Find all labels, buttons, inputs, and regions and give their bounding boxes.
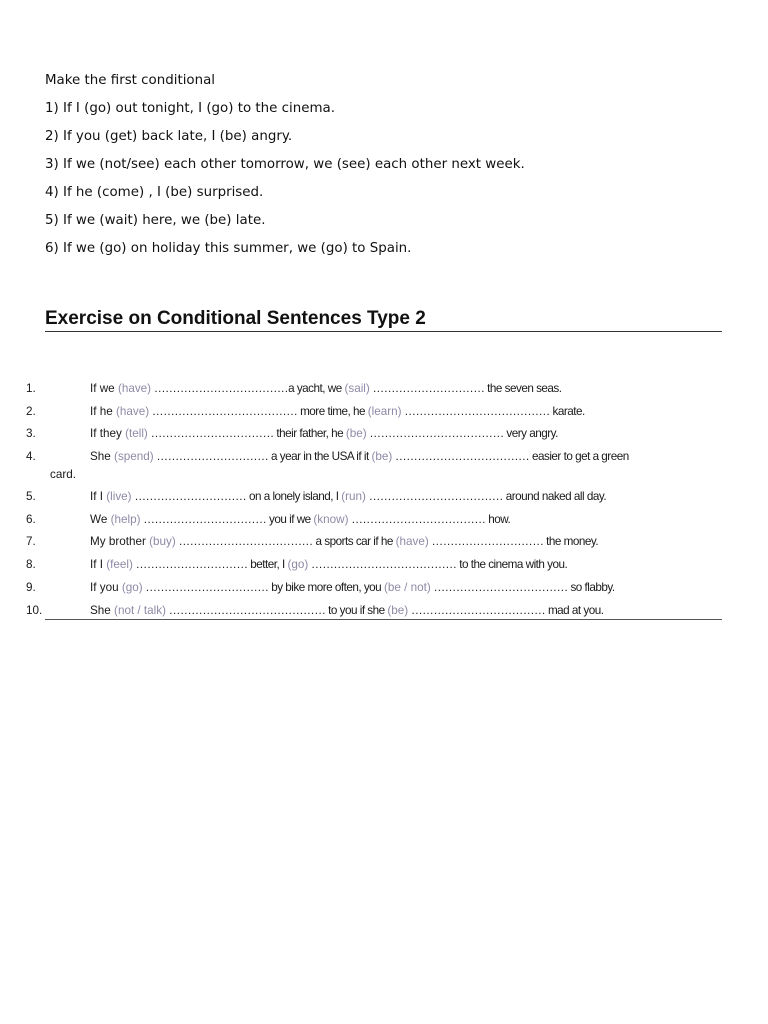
item-number: 4.: [26, 450, 36, 464]
type2-exercise-list: [26, 380, 726, 624]
exercise-row: [26, 533, 726, 556]
verb-hint: (tell): [125, 427, 148, 441]
verb-hint: (know): [313, 512, 349, 526]
item-number: 3.: [26, 427, 36, 441]
sentence-part: ……………………………… so flabby.: [430, 580, 615, 594]
sentence-part: ……………………………… around naked all day.: [365, 490, 607, 504]
sentence-part: ………………………………… more time, he: [149, 404, 368, 418]
section-heading: Make the first conditional: [45, 73, 216, 88]
exercise-row: [26, 579, 726, 602]
sentence-continuation: card.: [50, 468, 76, 482]
sentence-part: My brother: [90, 535, 150, 549]
exercise-line: 3) If we (not/see) each other tomorrow, we (see) each other next week.: [45, 157, 525, 172]
item-number: 9.: [26, 580, 36, 594]
sentence-part: ………………………………… to the cinema with you.: [308, 558, 568, 572]
sentence: [90, 403, 722, 421]
sentence-part: If we: [90, 382, 118, 395]
sentence: [50, 448, 722, 482]
verb-hint: (be): [387, 603, 409, 617]
exercise-line: 4) If he (come) , I (be) surprised.: [45, 185, 264, 200]
verb-hint: (sail): [344, 382, 370, 395]
sentence-part: ………………………… the seven seas.: [369, 382, 562, 395]
verb-hint: (not / talk): [114, 603, 167, 617]
exercise-row: [26, 556, 726, 579]
exercise-row: [26, 380, 726, 403]
exercise-row: [26, 511, 726, 534]
sentence-part: She: [90, 450, 115, 464]
verb-hint: (run): [341, 490, 366, 504]
sentence-part: She: [90, 603, 115, 617]
sentence-part: If he: [90, 404, 116, 418]
sentence: [90, 425, 722, 443]
exercise-row: [26, 403, 726, 426]
sentence-part: ……………………………… very angry.: [366, 427, 558, 441]
exercise-line: 6) If we (go) on holiday this summer, we (go) to Spain.: [45, 241, 412, 256]
item-number: 6.: [26, 512, 36, 526]
first-conditional-section: [45, 72, 745, 268]
exercise-line: 1) If I (go) out tonight, I (go) to the cinema.: [45, 101, 335, 116]
exercise-row: [26, 488, 726, 511]
verb-hint: (live): [106, 490, 132, 504]
verb-hint: (be): [371, 450, 393, 464]
verb-hint: (learn): [367, 404, 402, 418]
verb-hint: (feel): [106, 558, 133, 572]
sentence-part: ………………………… on a lonely island, I: [131, 490, 342, 504]
page-title: Exercise on Conditional Sentences Type 2: [45, 308, 722, 332]
verb-hint: (go): [287, 558, 309, 572]
sentence: [90, 556, 722, 574]
verb-hint: (help): [110, 512, 141, 526]
verb-hint: (buy): [149, 535, 176, 549]
sentence-part: We: [90, 512, 111, 526]
sentence-part: …………………………… their father, he: [147, 427, 346, 441]
sentence-part: If I: [90, 490, 107, 504]
verb-hint: (have): [395, 535, 429, 549]
item-number: 2.: [26, 404, 36, 418]
sentence: [90, 380, 722, 398]
sentence: [90, 579, 722, 597]
sentence: [90, 533, 722, 551]
divider: [45, 619, 722, 620]
sentence-part: ………………………………… karate.: [401, 404, 585, 418]
sentence-part: ……………………………… a sports car if he: [175, 535, 396, 549]
sentence: [90, 488, 722, 506]
item-number: 5.: [26, 490, 36, 504]
sentence-part: …………………………… by bike more often, you: [142, 580, 384, 594]
verb-hint: (be): [345, 427, 367, 441]
sentence: [90, 602, 722, 620]
sentence-part: …………………………… you if we: [140, 512, 314, 526]
sentence-part: …………………………………… to you if she: [166, 603, 388, 617]
exercise-line: 2) If you (get) back late, I (be) angry.: [45, 129, 293, 144]
verb-hint: (have): [116, 404, 150, 418]
exercise-row: [26, 602, 726, 625]
sentence-part: ………………………… the money.: [428, 535, 599, 549]
sentence: [90, 511, 722, 529]
verb-hint: (spend): [114, 450, 154, 464]
sentence-part: ……………………………… easier to get a green: [392, 450, 629, 464]
verb-hint: (go): [121, 580, 143, 594]
sentence-part: ………………………… a year in the USA if it: [153, 450, 372, 464]
item-number: 8.: [26, 558, 36, 572]
item-number: 10.: [26, 603, 43, 617]
exercise-line: 5) If we (wait) here, we (be) late.: [45, 213, 266, 228]
verb-hint: (be / not): [383, 580, 431, 594]
sentence-part: ……………………………… how.: [348, 512, 511, 526]
sentence-part: If I: [90, 558, 107, 572]
verb-hint: (have): [117, 382, 152, 395]
sentence-part: If you: [90, 580, 122, 594]
item-number: 1.: [26, 382, 36, 395]
exercise-row: [26, 425, 726, 448]
sentence-part: If they: [90, 427, 126, 441]
sentence-part: ……………………………… mad at you.: [408, 603, 604, 617]
sentence-part: ………………………… better, I: [132, 558, 288, 572]
item-number: 7.: [26, 535, 36, 549]
exercise-row: [26, 448, 726, 488]
sentence-part: ………………………………a yacht, we: [151, 382, 345, 395]
